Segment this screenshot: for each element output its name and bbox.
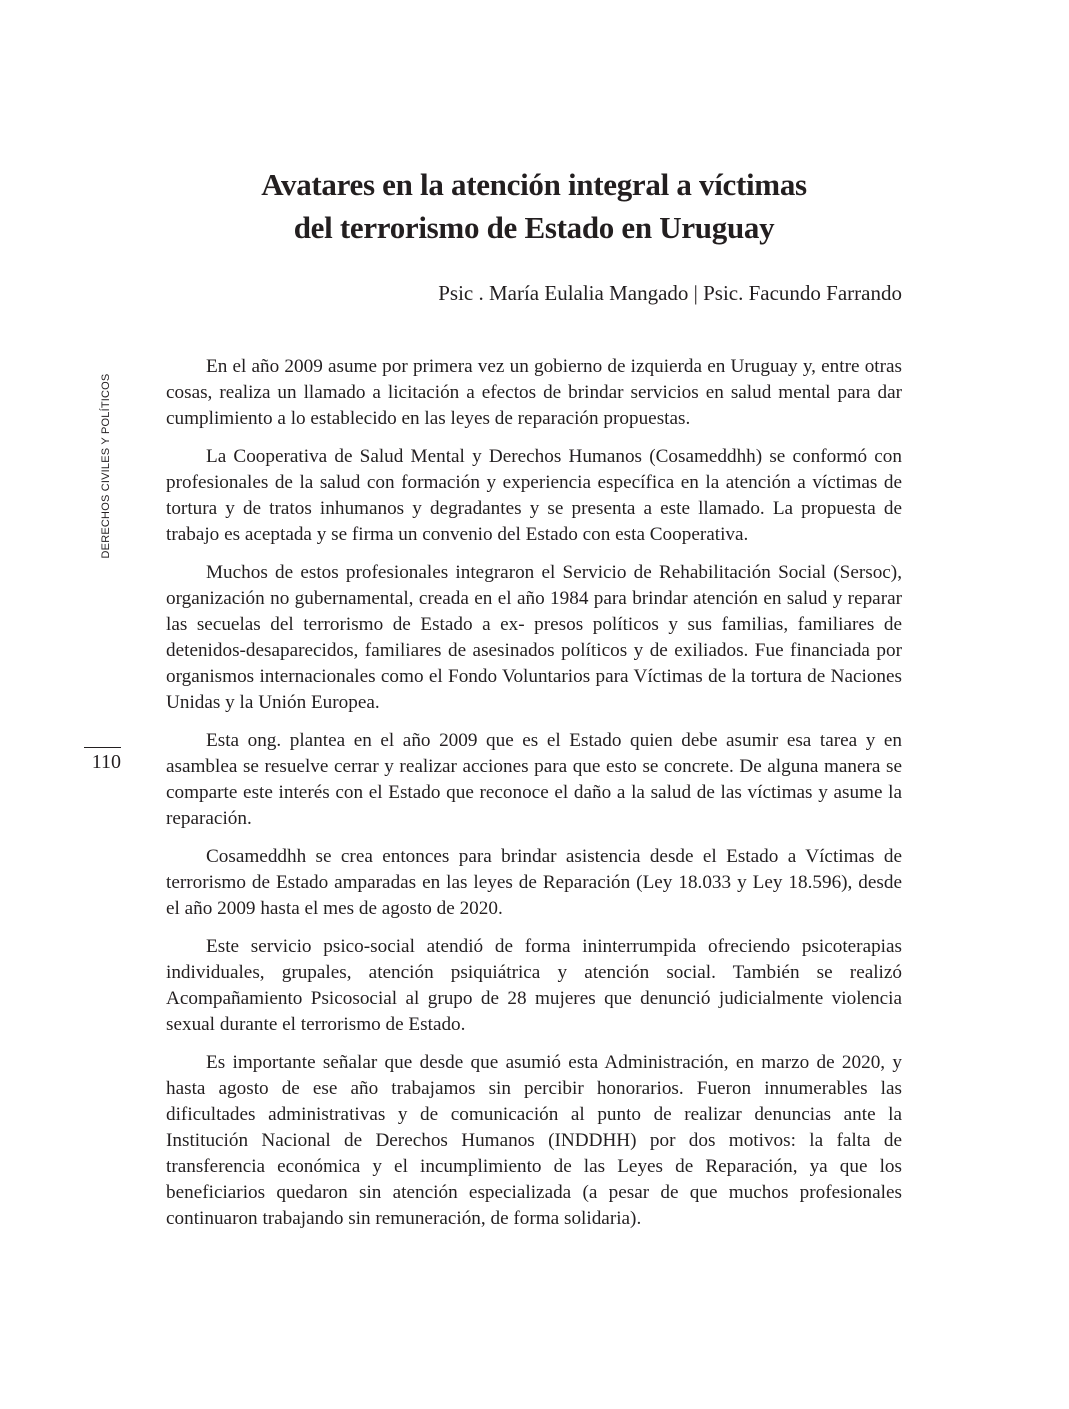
page-number: 110 (91, 751, 121, 773)
section-label-text: DERECHOS CIVILES Y POLÍTICOS (100, 373, 112, 559)
article-authors: Psic . María Eulalia Mangado | Psic. Facundo Farrando (438, 281, 902, 305)
paragraph-2: La Cooperativa de Salud Mental y Derechos Humanos (Cosameddhh) se conformó con profesionales de la salud con formación y experiencia específica en la atención a víctimas de tortura y de tratos inhumanos y degradantes y se presenta a este llamado. La propuesta de trabajo es aceptada y se firma un convenio del Estado con esta Cooperativa. (166, 446, 902, 545)
section-label (96, 369, 116, 563)
article-title (166, 163, 902, 249)
paragraph-1: En el año 2009 asume por primera vez un gobierno de izquierda en Uruguay y, entre otras cosas, realiza un llamado a licitación a efectos de brindar servicios en salud mental para dar cumplimiento a lo establecido en las leyes de reparación propuestas. (166, 356, 902, 429)
article-title-line-1: Avatares en la atención integral a víctimas (261, 167, 807, 202)
paragraph-7: Es importante señalar que desde que asumió esta Administración, en marzo de 2020, y hasta agosto de ese año trabajamos sin percibir honorarios. Fueron innumerables las dificultades administrativas y de comunicación al punto de realizar denuncias ante la Institución Nacional de Derechos Humanos (INDDHH) por dos motivos: la falta de transferencia económica y el incumplimiento de las Leyes de Reparación, ya que los beneficiarios quedaron sin atención especializada (a pesar de que muchos profesionales continuaron trabajando sin remuneración, de forma solidaria). (166, 1052, 902, 1229)
paragraph-4: Esta ong. plantea en el año 2009 que es el Estado quien debe asumir esa tarea y en asamblea se resuelve cerrar y realizar acciones para que esto se concrete. De alguna manera se comparte este interés con el Estado que reconoce el daño a la salud de las víctimas y asume la reparación. (166, 730, 902, 829)
paragraph-5: Cosameddhh se crea entonces para brindar asistencia desde el Estado a Víctimas de terrorismo de Estado amparadas en las leyes de Reparación (Ley 18.033 y Ley 18.596), desde el año 2009 hasta el mes de agosto de 2020. (166, 846, 902, 919)
article-title-line-2: del terrorismo de Estado en Uruguay (293, 210, 775, 245)
paragraph-3: Muchos de estos profesionales integraron el Servicio de Rehabilitación Social (Sersoc), organización no gubernamental, creada en el año 1984 para brindar atención en salud y reparar las secuelas del terrorismo de Estado a ex- presos políticos y sus familias, familiares de detenidos-desaparecidos, familiares de asesinados políticos y de exiliados. Fue financiada por organismos internacionales como el Fondo Voluntarios para Víctimas de la tortura de Naciones Unidas y la Unión Europea. (166, 562, 902, 713)
paragraph-6: Este servicio psico-social atendió de forma ininterrumpida ofreciendo psicoterapias individuales, grupales, atención psiquiátrica y atención social. También se realizó Acompañamiento Psicosocial al grupo de 28 mujeres que denunció judicialmente violencia sexual durante el terrorismo de Estado. (166, 936, 902, 1035)
article-body (166, 354, 902, 1244)
